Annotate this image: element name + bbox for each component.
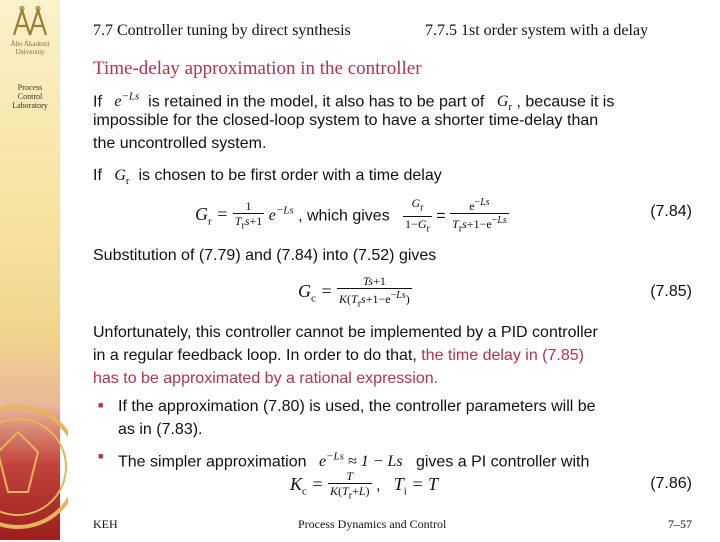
- math-expression: $G_r$ =: [195, 204, 229, 229]
- equation-number: (7.86): [650, 475, 692, 492]
- fraction: $\frac{T}{K(T_r+L)}$: [330, 468, 370, 501]
- text: is retained in the model, it also has to be part of: [148, 93, 485, 111]
- footer-course: Process Dynamics and Control: [298, 517, 447, 531]
- footer-page-number: 7–57: [668, 517, 692, 531]
- text: If: [93, 93, 102, 111]
- paragraph-1-line2: impossible for the closed-loop system to have a shorter time-delay than: [93, 112, 599, 129]
- lab-line: Control: [17, 92, 43, 101]
- highlighted-text: the time delay in (7.85): [421, 347, 584, 364]
- text: is chosen to be first order with a time delay: [138, 167, 442, 184]
- lab-name: [0, 83, 60, 110]
- slide-title: Time-delay approximation in the controller: [93, 58, 422, 79]
- equation-number: (7.85): [650, 283, 692, 300]
- bullet-1-line2: as in (7.83).: [118, 421, 203, 438]
- bullet-1-line1: If the approximation (7.80) is used, the controller parameters will be: [118, 398, 596, 415]
- university-name-line1: Åbo Akademi: [10, 40, 50, 48]
- lab-line: Laboratory: [12, 101, 48, 110]
- sidebar: [0, 0, 60, 540]
- text: , which gives: [298, 207, 390, 225]
- equation-7-84: $G_r$ = $\frac{1}{T_rs+1}$ $e^{-Ls}$ , which gives $\frac{G_r}{1-G_r}$ = $\frac{e^{-Ls}}{T_rs+1-e^{-Ls}}$: [195, 196, 507, 235]
- university-logo-icon: [8, 6, 52, 36]
- university-seal-icon: [0, 392, 68, 542]
- math-expression: $G_r$: [106, 167, 130, 188]
- equation-7-86: $K_c$ = $\frac{T}{K(T_r+L)}$ , $T_i = T$: [290, 468, 439, 501]
- bullet-icon: ■: [98, 451, 104, 461]
- paragraph-4-line3: has to be approximated by a rational expression.: [93, 370, 439, 387]
- bullet-icon: ■: [98, 400, 104, 410]
- math-expression: $G_c$ =: [298, 281, 333, 305]
- fraction: $\frac{G_r}{1-G_r}$: [405, 196, 430, 235]
- header-subsection: [425, 22, 648, 40]
- equation-7-85: [298, 274, 412, 316]
- text: , because it is: [516, 93, 615, 111]
- text: The simpler approximation: [118, 453, 307, 471]
- paragraph-1-line3: the uncontrolled system.: [93, 135, 267, 152]
- math-expression: $T_i = T$: [393, 474, 439, 498]
- paragraph-4-line2: [93, 344, 584, 367]
- footer-author: KEH: [93, 517, 118, 531]
- fraction: $\frac{e^{-Ls}}{T_rs+1-e^{-Ls}}$: [452, 197, 507, 235]
- fraction: $\frac{1}{T_rs+1}$: [234, 199, 263, 232]
- university-name-line2: University: [15, 48, 45, 56]
- text: gives a PI controller with: [415, 453, 590, 471]
- paragraph-4-line1: Unfortunately, this controller cannot be implemented by a PID controller: [93, 324, 598, 341]
- fraction: $\frac{Ts+1}{K(T_rs+1-e^{-Ls})}$: [339, 274, 410, 310]
- math-expression: $G_r$: [488, 93, 513, 114]
- math-expression: $K_c$ =: [290, 474, 324, 498]
- math-expression: $e^{-Ls}$: [268, 205, 294, 225]
- math-expression: $e^{-Ls} \approx 1 - Ls$: [310, 451, 403, 471]
- paragraph-3: Substitution of (7.79) and (7.84) into (7.52) gives: [93, 247, 437, 264]
- equation-number: (7.84): [650, 203, 692, 220]
- text: If: [93, 167, 102, 184]
- header-subsection-text: 7.7.5 1st order system with a delay: [425, 22, 649, 39]
- text: in a regular feedback loop. In order to do that,: [93, 347, 417, 364]
- header-section: 7.7 Controller tuning by direct synthesis: [93, 22, 351, 39]
- math-expression: $e^{-Ls}$: [106, 91, 140, 111]
- paragraph-2: [93, 164, 442, 193]
- lab-line: Process: [17, 83, 43, 92]
